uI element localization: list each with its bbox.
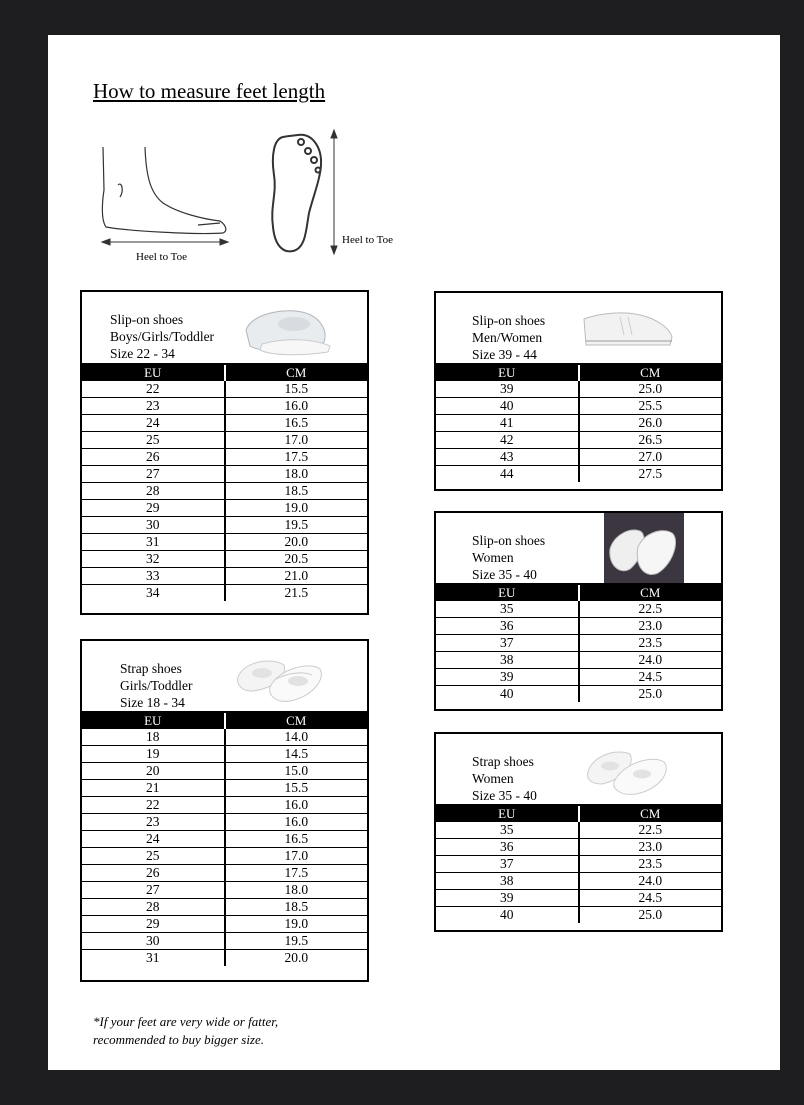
page-title: How to measure feet length — [93, 79, 326, 103]
eu-column-header: EU — [436, 806, 579, 822]
eu-size-cell: 38 — [436, 652, 579, 669]
size-table — [436, 365, 721, 482]
eu-column-header: EU — [436, 365, 579, 381]
table-row — [436, 686, 721, 703]
caption-line: Girls/Toddler — [120, 678, 193, 693]
eu-size-cell: 38 — [436, 873, 579, 890]
cm-length-cell: 25.5 — [579, 398, 722, 415]
eu-size-cell: 30 — [82, 933, 225, 950]
eu-size-cell: 23 — [82, 814, 225, 831]
caption-line: Boys/Girls/Toddler — [110, 329, 215, 344]
table-row — [82, 585, 367, 602]
eu-size-cell: 43 — [436, 449, 579, 466]
size-chart-page — [48, 35, 780, 1070]
sole-heel-toe-label: Heel to Toe — [342, 234, 393, 246]
cm-length-cell: 18.5 — [225, 483, 368, 500]
table-row — [82, 814, 367, 831]
caption-line: Strap shoes — [120, 661, 182, 676]
table-row — [82, 432, 367, 449]
cm-length-cell: 16.0 — [225, 797, 368, 814]
cm-length-cell: 18.5 — [225, 899, 368, 916]
caption-line: Size 35 - 40 — [472, 788, 537, 803]
women-slip-on-shoe-photo-icon — [604, 513, 684, 583]
table-row — [436, 466, 721, 483]
table-header — [436, 293, 721, 365]
cm-length-cell: 19.0 — [225, 500, 368, 517]
cm-length-cell: 16.0 — [225, 814, 368, 831]
table-header — [436, 513, 721, 585]
eu-column-header: EU — [82, 713, 225, 729]
table-row — [82, 763, 367, 780]
table-header — [82, 292, 367, 365]
cm-length-cell: 16.5 — [225, 831, 368, 848]
size-table-slip-on-women — [434, 511, 723, 711]
women-strap-shoe-icon — [584, 738, 674, 800]
eu-size-cell: 41 — [436, 415, 579, 432]
table-row — [82, 381, 367, 398]
table-row — [436, 618, 721, 635]
eu-size-cell: 25 — [82, 848, 225, 865]
table-row — [82, 551, 367, 568]
eu-column-header: EU — [82, 365, 225, 381]
cm-length-cell: 17.0 — [225, 848, 368, 865]
cm-column-header: CM — [225, 365, 368, 381]
table-row — [82, 466, 367, 483]
cm-length-cell: 24.0 — [579, 873, 722, 890]
note-line: *If your feet are very wide or fatter, — [93, 1014, 279, 1029]
cm-length-cell: 26.0 — [579, 415, 722, 432]
cm-length-cell: 18.0 — [225, 882, 368, 899]
caption-line: Size 18 - 34 — [120, 695, 185, 710]
side-heel-toe-label: Heel to Toe — [136, 251, 187, 263]
cm-length-cell: 24.5 — [579, 890, 722, 907]
eu-size-cell: 42 — [436, 432, 579, 449]
eu-size-cell: 29 — [82, 500, 225, 517]
cm-length-cell: 20.5 — [225, 551, 368, 568]
eu-size-cell: 35 — [500, 601, 514, 616]
table-row — [82, 500, 367, 517]
cm-length-cell: 15.0 — [225, 763, 368, 780]
kids-strap-shoe-icon — [232, 647, 328, 707]
cm-length-cell: 21.5 — [225, 585, 368, 602]
eu-size-cell: 26 — [82, 865, 225, 882]
eu-size-cell: 31 — [82, 534, 225, 551]
cm-length-cell: 22.5 — [579, 822, 722, 839]
cm-length-cell: 25.0 — [579, 686, 722, 703]
eu-size-cell: 24 — [82, 831, 225, 848]
table-row — [82, 916, 367, 933]
table-row — [82, 729, 367, 746]
eu-size-cell: 31 — [82, 950, 225, 967]
table-header — [436, 734, 721, 806]
caption-line: Strap shoes — [472, 754, 534, 769]
eu-size-cell: 39 — [500, 381, 514, 396]
eu-size-cell: 23 — [82, 398, 225, 415]
eu-size-cell: 24 — [82, 415, 225, 432]
foot-measure-diagram — [88, 125, 408, 275]
caption-line: Women — [472, 550, 514, 565]
size-table-strap-women — [434, 732, 723, 932]
eu-size-cell: 40 — [436, 686, 579, 703]
side-foot-icon — [102, 147, 225, 234]
eu-size-cell: 32 — [82, 551, 225, 568]
table-row — [82, 534, 367, 551]
cm-length-cell: 15.5 — [225, 381, 368, 398]
eu-column-header: EU — [436, 585, 579, 601]
table-row — [436, 839, 721, 856]
caption-line: Women — [472, 771, 514, 786]
cm-column-header: CM — [579, 806, 722, 822]
eu-size-cell: 28 — [82, 483, 225, 500]
table-row — [82, 950, 367, 967]
table-row — [82, 449, 367, 466]
cm-length-cell: 26.5 — [579, 432, 722, 449]
cm-column-header: CM — [579, 365, 722, 381]
eu-size-cell: 18 — [146, 729, 160, 744]
caption-line: Slip-on shoes — [472, 533, 546, 548]
size-table-slip-on-kids — [80, 290, 369, 615]
caption-line: Size 39 - 44 — [472, 347, 537, 362]
eu-size-cell: 44 — [436, 466, 579, 483]
eu-size-cell: 26 — [82, 449, 225, 466]
cm-length-cell: 23.5 — [579, 635, 722, 652]
table-row — [82, 746, 367, 763]
table-row — [436, 907, 721, 924]
cm-length-cell: 19.5 — [225, 517, 368, 534]
table-row — [436, 873, 721, 890]
fit-note — [93, 1013, 278, 1049]
table-row — [436, 822, 721, 839]
eu-size-cell: 39 — [436, 669, 579, 686]
cm-length-cell: 15.5 — [225, 780, 368, 797]
table-row — [82, 797, 367, 814]
cm-length-cell: 16.5 — [225, 415, 368, 432]
table-row — [436, 415, 721, 432]
eu-size-cell: 22 — [82, 797, 225, 814]
table-row — [436, 449, 721, 466]
table-row — [82, 398, 367, 415]
cm-length-cell: 23.0 — [579, 618, 722, 635]
cm-length-cell: 20.0 — [225, 950, 368, 967]
table-caption — [472, 753, 537, 804]
eu-size-cell: 21 — [82, 780, 225, 797]
table-row — [82, 415, 367, 432]
eu-size-cell: 35 — [500, 822, 514, 837]
caption-line: Size 22 - 34 — [110, 346, 175, 361]
note-line: recommended to buy bigger size. — [93, 1032, 265, 1047]
size-table — [436, 585, 721, 702]
cm-length-cell: 18.0 — [225, 466, 368, 483]
cm-length-cell: 24.5 — [579, 669, 722, 686]
table-caption — [110, 311, 214, 362]
cm-length-cell: 23.0 — [579, 839, 722, 856]
table-row — [82, 568, 367, 585]
eu-size-cell: 36 — [436, 618, 579, 635]
eu-size-cell: 19 — [82, 746, 225, 763]
cm-length-cell: 14.0 — [225, 729, 368, 746]
table-row — [82, 865, 367, 882]
cm-length-cell: 20.0 — [225, 534, 368, 551]
caption-line: Slip-on shoes — [110, 312, 184, 327]
eu-size-cell: 36 — [436, 839, 579, 856]
cm-length-cell: 22.5 — [579, 601, 722, 618]
table-row — [436, 635, 721, 652]
size-table-strap-kids — [80, 639, 369, 982]
table-row — [82, 780, 367, 797]
eu-size-cell: 34 — [82, 585, 225, 602]
size-table-slip-on-men-women — [434, 291, 723, 491]
eu-size-cell: 33 — [82, 568, 225, 585]
adult-slip-on-shoe-icon — [580, 305, 678, 351]
size-table — [82, 365, 367, 601]
cm-length-cell: 17.0 — [225, 432, 368, 449]
cm-length-cell: 25.0 — [579, 907, 722, 924]
size-table — [82, 713, 367, 966]
table-caption — [472, 532, 545, 583]
table-row — [436, 890, 721, 907]
cm-length-cell: 16.0 — [225, 398, 368, 415]
table-caption — [120, 660, 193, 711]
eu-size-cell: 30 — [82, 517, 225, 534]
eu-size-cell: 37 — [436, 856, 579, 873]
table-row — [436, 856, 721, 873]
eu-size-cell: 22 — [146, 381, 160, 396]
cm-length-cell: 19.0 — [225, 916, 368, 933]
cm-length-cell: 27.5 — [579, 466, 722, 483]
caption-line: Men/Women — [472, 330, 543, 345]
table-row — [82, 831, 367, 848]
table-row — [82, 848, 367, 865]
side-measure-arrow — [102, 239, 228, 245]
kids-slip-on-shoe-icon — [242, 300, 334, 356]
cm-length-cell: 27.0 — [579, 449, 722, 466]
cm-column-header: CM — [579, 585, 722, 601]
table-row — [82, 899, 367, 916]
caption-line: Slip-on shoes — [472, 313, 546, 328]
table-caption — [472, 312, 545, 363]
table-row — [436, 432, 721, 449]
table-row — [436, 398, 721, 415]
table-row — [436, 669, 721, 686]
cm-length-cell: 23.5 — [579, 856, 722, 873]
eu-size-cell: 20 — [82, 763, 225, 780]
cm-column-header: CM — [225, 713, 368, 729]
eu-size-cell: 25 — [82, 432, 225, 449]
cm-length-cell: 14.5 — [225, 746, 368, 763]
table-row — [436, 601, 721, 618]
table-row — [82, 517, 367, 534]
cm-length-cell: 17.5 — [225, 449, 368, 466]
cm-length-cell: 24.0 — [579, 652, 722, 669]
table-row — [82, 483, 367, 500]
caption-line: Size 35 - 40 — [472, 567, 537, 582]
cm-length-cell: 25.0 — [579, 381, 722, 398]
cm-length-cell: 21.0 — [225, 568, 368, 585]
table-header — [82, 641, 367, 713]
table-row — [436, 381, 721, 398]
eu-size-cell: 28 — [82, 899, 225, 916]
cm-length-cell: 17.5 — [225, 865, 368, 882]
eu-size-cell: 27 — [82, 466, 225, 483]
sole-measure-arrow — [331, 130, 337, 254]
table-row — [436, 652, 721, 669]
eu-size-cell: 29 — [82, 916, 225, 933]
cm-length-cell: 19.5 — [225, 933, 368, 950]
eu-size-cell: 39 — [436, 890, 579, 907]
table-row — [82, 882, 367, 899]
eu-size-cell: 27 — [82, 882, 225, 899]
sole-foot-icon — [272, 135, 321, 252]
size-table — [436, 806, 721, 923]
eu-size-cell: 40 — [436, 398, 579, 415]
table-row — [82, 933, 367, 950]
eu-size-cell: 40 — [436, 907, 579, 924]
eu-size-cell: 37 — [436, 635, 579, 652]
